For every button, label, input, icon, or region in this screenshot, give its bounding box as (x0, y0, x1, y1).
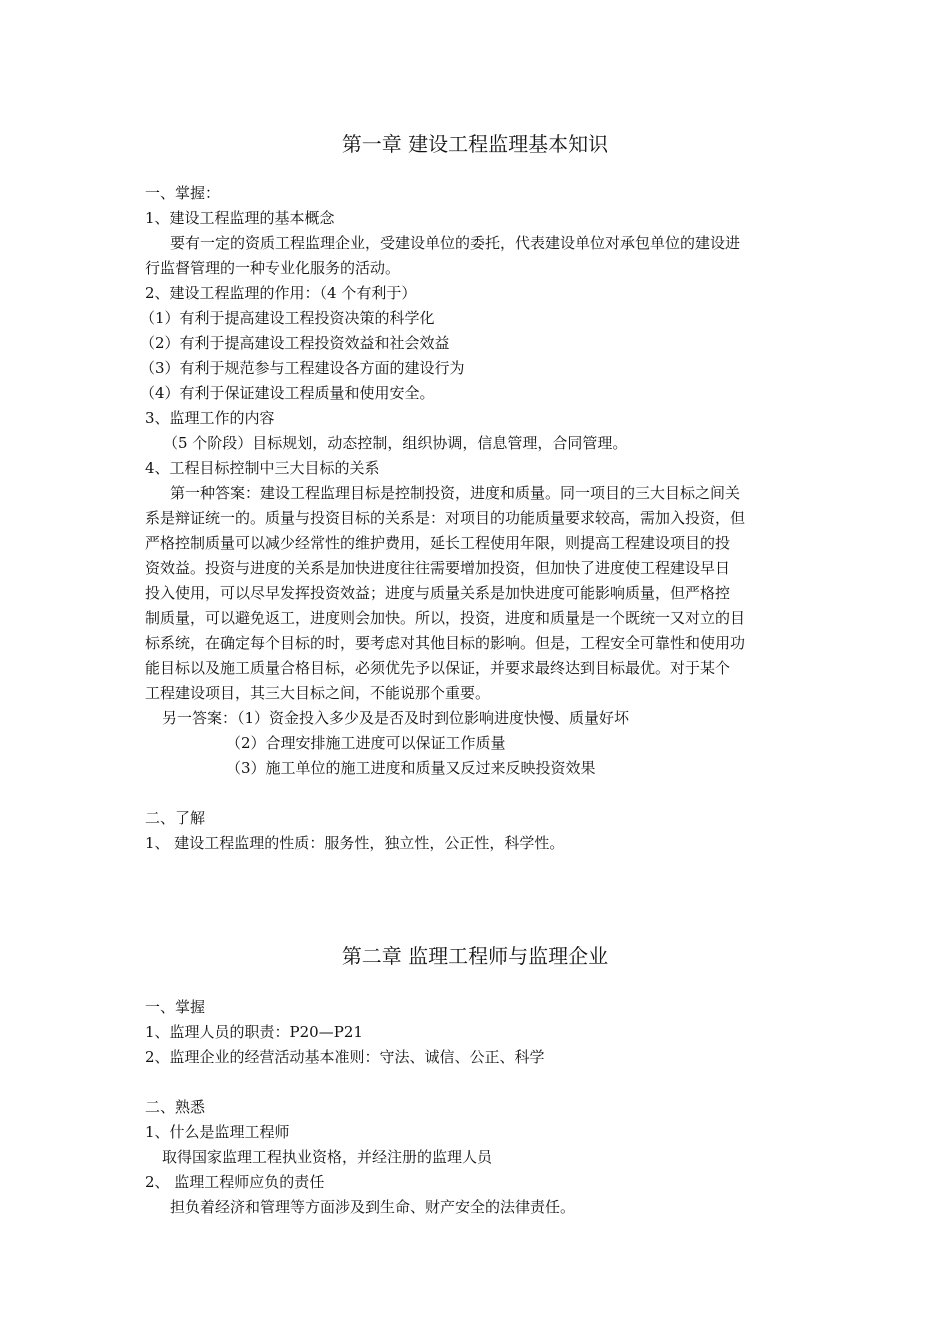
ch2-master-item-1: 1、监理人员的职责：P20—P21 (145, 1023, 363, 1041)
ch1-item-4-paragraph-line: 工程建设项目，其三大目标之间，不能说那个重要。 (145, 684, 491, 702)
ch1-alt-answer-line: （3）施工单位的施工进度和质量又反过来反映投资效果 (226, 759, 596, 777)
ch1-item-4-paragraph-line: 标系统，在确定每个目标的时，要考虑对其他目标的影响。但是，工程安全可靠性和使用功 (145, 634, 746, 652)
ch1-item-1-text-line: 要有一定的资质工程监理企业，受建设单位的委托，代表建设单位对承包单位的建设进 (170, 234, 741, 252)
ch1-item-2-point: （2）有利于提高建设工程投资效益和社会效益 (140, 334, 450, 352)
ch1-item-4-paragraph-line: 严格控制质量可以减少经常性的维护费用，延长工程使用年限，则提高工程建设项目的投 (145, 534, 731, 552)
ch1-item-4-paragraph-line: 投入使用，可以尽早发挥投资效益；进度与质量关系是加快进度可能影响质量，但严格控 (145, 584, 731, 602)
ch2-familiar-item-1-heading: 1、什么是监理工程师 (145, 1123, 290, 1141)
ch2-familiar-item-2-text: 担负着经济和管理等方面涉及到生命、财产安全的法律责任。 (170, 1198, 576, 1216)
ch1-understand-item-1: 1、 建设工程监理的性质：服务性，独立性，公正性，科学性。 (145, 834, 565, 852)
ch1-section-understand: 二、了解 (145, 809, 206, 827)
ch1-item-4-paragraph-line: 制质量，可以避免返工，进度则会加快。所以，投资，进度和质量是一个既统一又对立的目 (145, 609, 746, 627)
ch1-item-4-paragraph-line: 能目标以及施工质量合格目标，必须优先予以保证，并要求最终达到目标最优。对于某个 (145, 659, 731, 677)
ch1-item-4-paragraph-line: 系是辩证统一的。质量与投资目标的关系是：对项目的功能质量要求较高，需加入投资，但 (145, 509, 746, 527)
ch1-item-1-text-line: 行监督管理的一种专业化服务的活动。 (145, 259, 401, 277)
ch2-master-item-2: 2、监理企业的经营活动基本准则：守法、诚信、公正、科学 (145, 1048, 545, 1066)
chapter2-title: 第二章 监理工程师与监理企业 (341, 944, 609, 968)
ch2-section-familiar: 二、熟悉 (145, 1098, 206, 1116)
ch2-familiar-item-1-text: 取得国家监理工程执业资格，并经注册的监理人员 (162, 1148, 493, 1166)
ch1-item-3-heading: 3、监理工作的内容 (145, 409, 275, 427)
ch1-alt-answer-line: 另一答案：（1）资金投入多少及是否及时到位影响进度快慢、质量好坏 (162, 709, 630, 727)
ch1-section-master: 一、掌握： (145, 184, 221, 202)
chapter1-title: 第一章 建设工程监理基本知识 (341, 132, 609, 156)
ch1-item-2-heading: 2、建设工程监理的作用：（4 个有利于） (145, 284, 417, 302)
ch2-familiar-item-2-heading: 2、 监理工程师应负的责任 (145, 1173, 325, 1191)
ch1-alt-answer-line: （2）合理安排施工进度可以保证工作质量 (226, 734, 506, 752)
ch1-item-4-heading: 4、工程目标控制中三大目标的关系 (145, 459, 380, 477)
ch2-section-master: 一、掌握 (145, 998, 206, 1016)
ch1-item-2-point: （1）有利于提高建设工程投资决策的科学化 (140, 309, 435, 327)
ch1-item-4-paragraph-line: 第一种答案：建设工程监理目标是控制投资，进度和质量。同一项目的三大目标之间关 (170, 484, 741, 502)
ch1-item-2-point: （4）有利于保证建设工程质量和使用安全。 (140, 384, 435, 402)
ch1-item-2-point: （3）有利于规范参与工程建设各方面的建设行为 (140, 359, 465, 377)
ch1-item-4-paragraph-line: 资效益。投资与进度的关系是加快进度往往需要增加投资，但加快了进度使工程建设早日 (145, 559, 731, 577)
ch1-item-1-heading: 1、建设工程监理的基本概念 (145, 209, 335, 227)
ch1-item-3-text: （5 个阶段）目标规划，动态控制，组织协调，信息管理，合同管理。 (163, 434, 628, 452)
